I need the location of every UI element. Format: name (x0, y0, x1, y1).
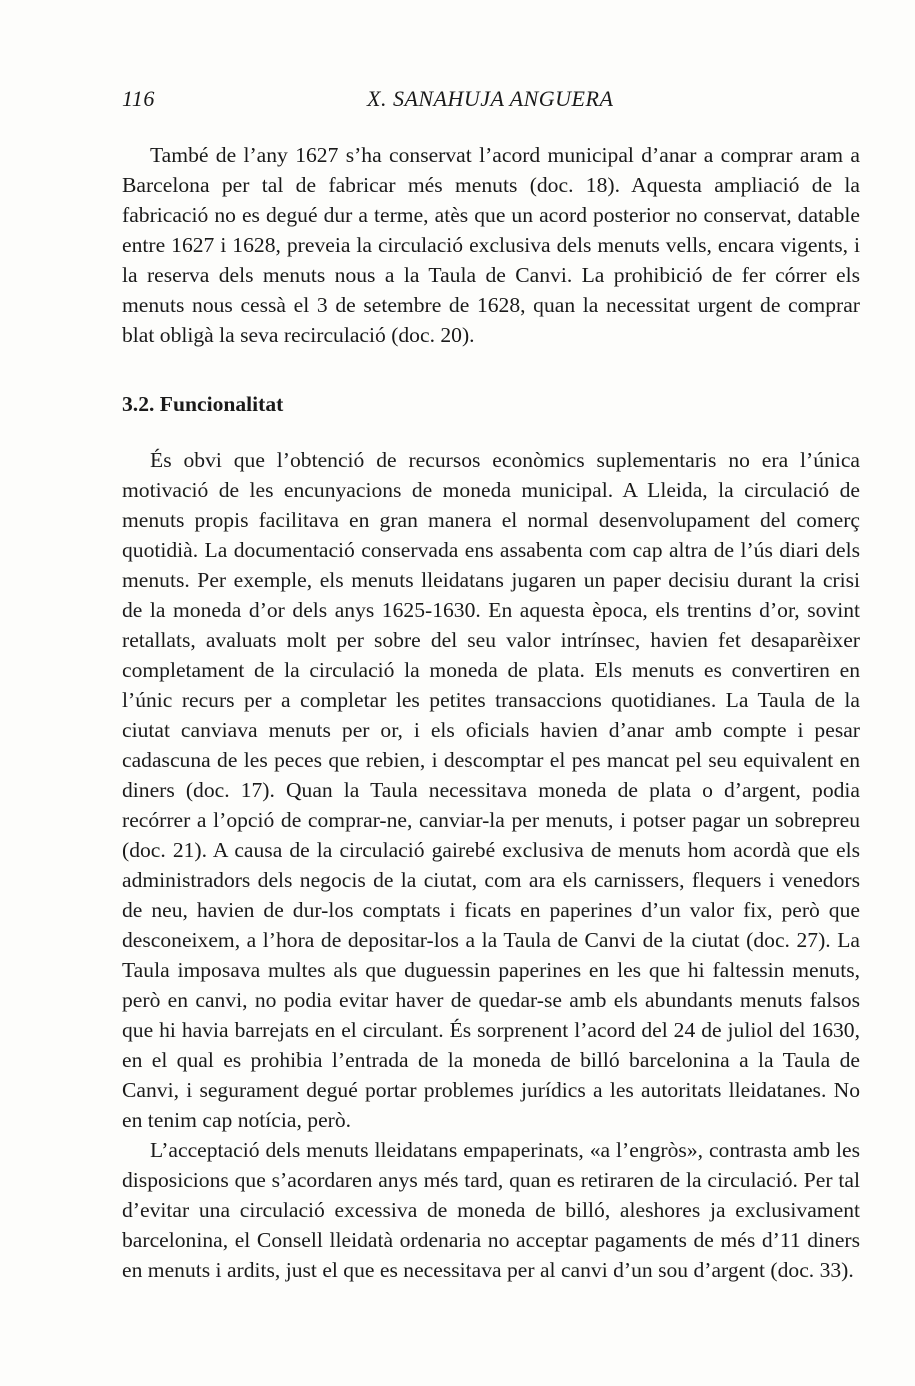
paragraph: És obvi que l’obtenció de recursos econòmics suplementaris no era l’única motivació de les encunyacions de moneda municipal. A Lleida, la circulació de menuts propis facilitava en gran manera el normal desenvolupament del comerç quotidià. La documentació conservada ens assabenta com cap altra de l’ús diari dels menuts. Per exemple, els menuts lleidatans jugaren un paper decisiu durant la crisi de la moneda d’or dels anys 1625-1630. En aquesta època, els trentins d’or, sovint retallats, avaluats molt per sobre del seu valor intrínsec, havien fet desaparèixer completament de la circulació la moneda de plata. Els menuts es convertiren en l’únic recurs per a completar les petites transaccions quotidianes. La Taula de la ciutat canviava menuts per or, i els oficials havien d’anar amb compte i pesar cadascuna de les peces que rebien, i descomptar el pes mancat pel seu equivalent en diners (doc. 17). Quan la Taula necessitava moneda de plata o d’argent, podia recórrer a l’opció de comprar-ne, canviar-la per menuts, i potser pagar un sobrepreu (doc. 21). A causa de la circulació gairebé exclusiva de menuts hom acordà que els administradors dels negocis de la ciutat, com ara els carnissers, flequers i venedors de neu, havien de dur-los comptats i ficats en paperines d’un valor fix, però que desconeixem, a l’hora de depositar-los a la Taula de Canvi de la ciutat (doc. 27). La Taula imposava multes als que duguessin paperines en les que hi faltessin menuts, però en canvi, no podia evitar haver de quedar-se amb els abundants menuts falsos que hi havia barrejats en el circulant. És sorprenent l’acord del 24 de juliol del 1630, en el qual es prohibia l’entrada de la moneda de billó barcelonina a la Taula de Canvi, i segurament degué portar problemes jurídics a les autoritats lleidatanes. No en tenim cap notícia, però. (122, 448, 860, 1132)
body-text-section (122, 445, 860, 1285)
running-head-author: X. SANAHUJA ANGUERA (367, 86, 614, 111)
section-heading: 3.2. Funcionalitat (122, 392, 284, 416)
page-number: 116 (122, 86, 155, 111)
paragraph: L’acceptació dels menuts lleidatans empaperinats, «a l’engròs», contrasta amb les disposicions que s’acordaren anys més tard, quan es retiraren de la circulació. Per tal d’evitar una circulació excessiva de moneda de billó, aleshores ja exclusivament barcelonina, el Consell lleidatà ordenaria no acceptar pagaments de més d’11 diners en menuts i ardits, just el que es necessitava per al canvi d’un sou d’argent (doc. 33). (122, 1138, 860, 1282)
body-text-intro (122, 140, 860, 350)
paragraph: També de l’any 1627 s’ha conservat l’acord municipal d’anar a comprar aram a Barcelona per tal de fabricar més menuts (doc. 18). Aquesta ampliació de la fabricació no es degué dur a terme, atès que un acord posterior no conservat, datable entre 1627 i 1628, preveia la circulació exclusiva dels menuts vells, encara vigents, i la reserva dels menuts nous a la Taula de Canvi. La prohibició de fer córrer els menuts nous cessà el 3 de setembre de 1628, quan la necessitat urgent de comprar blat obligà la seva recirculació (doc. 20). (122, 143, 860, 347)
